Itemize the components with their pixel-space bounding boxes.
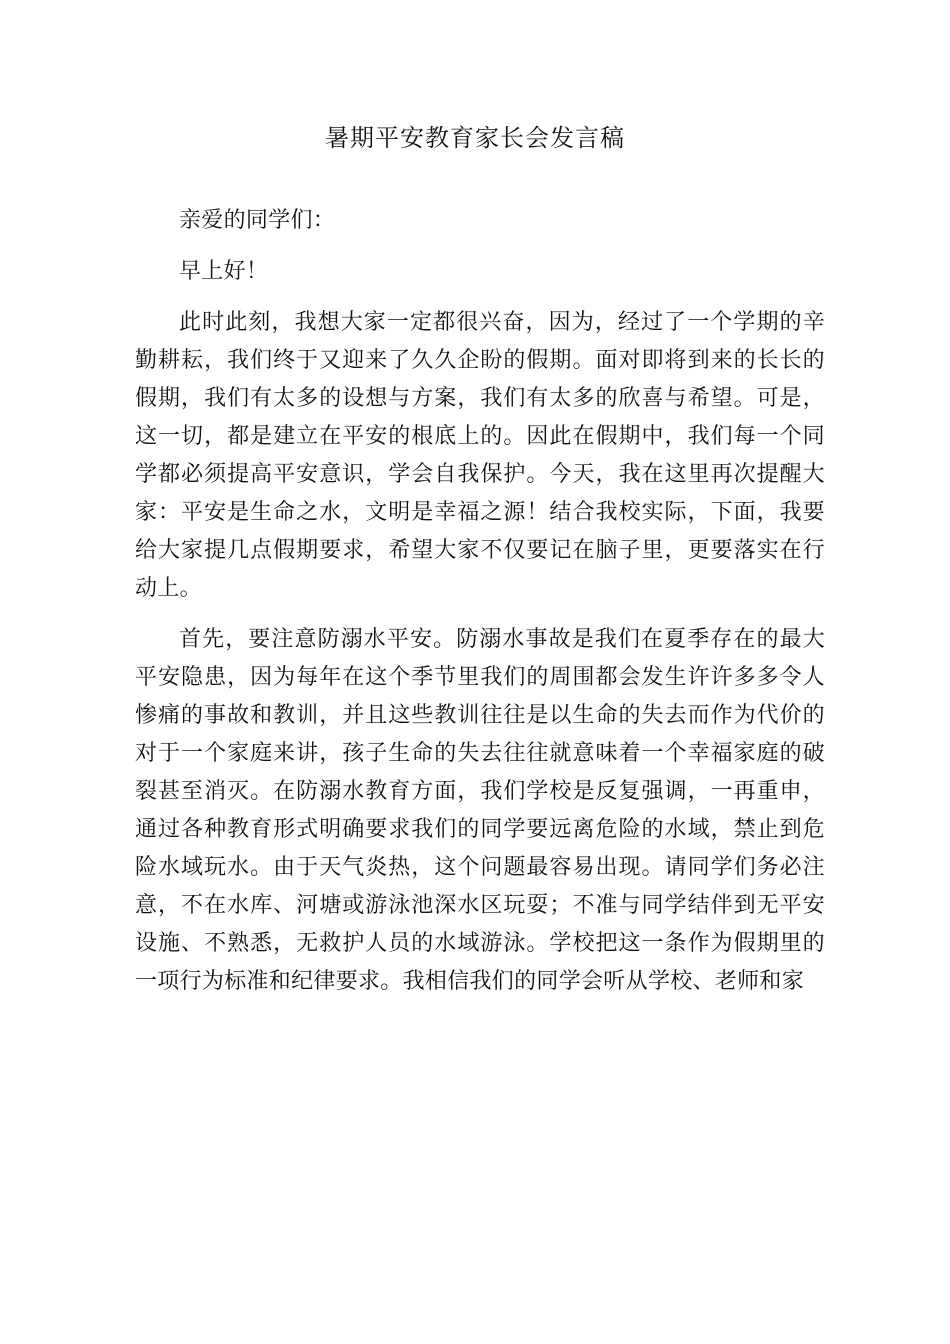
salutation-line: 早上好！ bbox=[179, 259, 269, 284]
paragraph-drowning-safety: 首先，要注意防溺水平安。防溺水事故是我们在夏季存在的最大平安隐患，因为每年在这个季节里我们的周围都会发生许许多多令人惨痛的事故和教训，并且这些教训往往是以生命的失去而作为代价的对于一个家庭来讲，孩子生命的失去往往就意味着一个幸福家庭的破裂甚至消灭。在防溺水教育方面，我们学校是反复强调，一再重申，通过各种教育形式明确要求我们的同学要远离危险的水域，禁止到危险水域玩水。由于天气炎热，这个问题最容易出现。请同学们务必注意，不在水库、河塘或游泳池深水区玩耍；不准与同学结伴到无平安设施、不熟悉，无救护人员的水域游泳。学校把这一条作为假期里的一项行为标准和纪律要求。我相信我们的同学会听从学校、老师和家 bbox=[135, 627, 825, 994]
greeting-line: 亲爱的同学们： bbox=[179, 208, 336, 233]
paragraph-intro: 此时此刻，我想大家一定都很兴奋，因为，经过了一个学期的辛勤耕耘，我们终于又迎来了久久企盼的假期。面对即将到来的长长的假期，我们有太多的设想与方案，我们有太多的欣喜与希望。可是，这一切，都是建立在平安的根底上的。因此在假期中，我们每一个同学都必须提高平安意识，学会自我保护。今天，我在这里再次提醒大家：平安是生命之水，文明是幸福之源！结合我校实际，下面，我要给大家提几点假期要求，希望大家不仅要记在脑子里，更要落实在行动上。 bbox=[135, 310, 825, 601]
document-body bbox=[135, 202, 825, 1001]
document-title: 暑期平安教育家长会发言稿 bbox=[325, 124, 625, 152]
spacer bbox=[135, 608, 825, 621]
spacer bbox=[135, 240, 825, 253]
spacer bbox=[135, 291, 825, 304]
